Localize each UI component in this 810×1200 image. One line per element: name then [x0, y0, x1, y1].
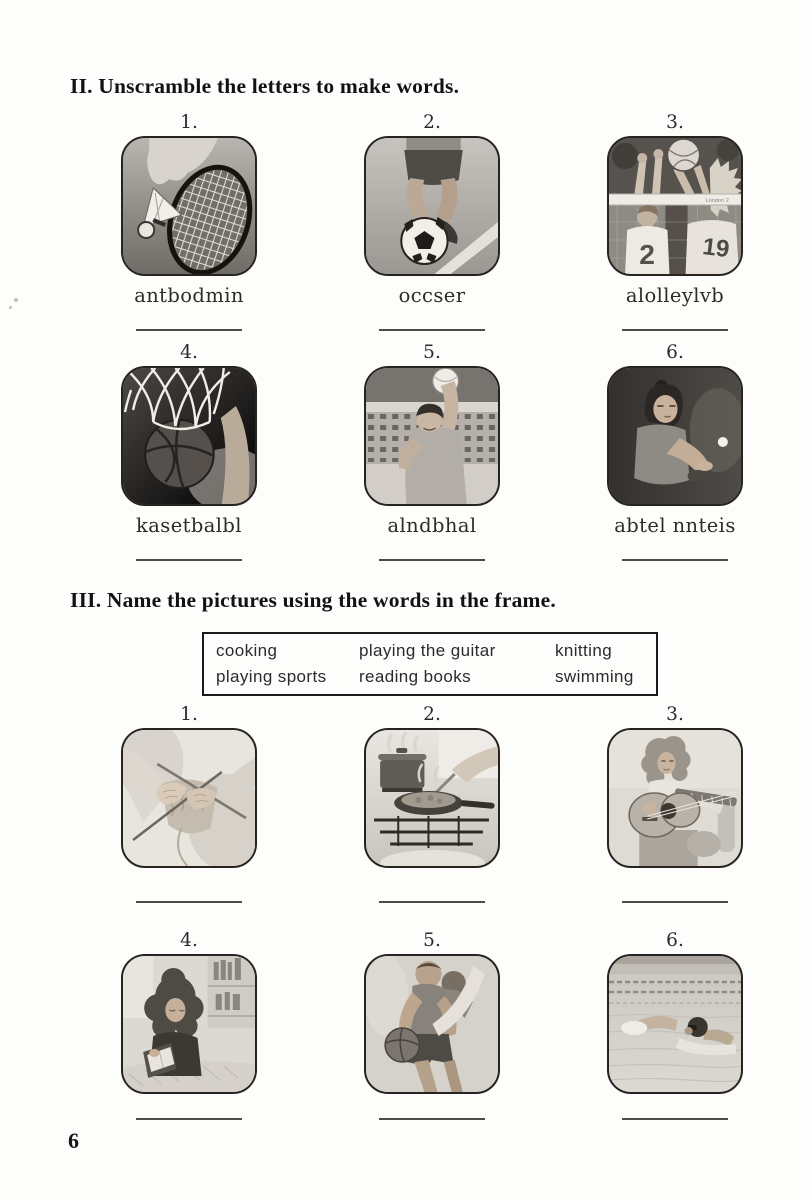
- scrambled-word: kasetbalbl: [136, 514, 242, 537]
- scrambled-word: alndbhal: [387, 514, 477, 537]
- exercise2-item-6: [554, 342, 796, 561]
- word-frame: [202, 632, 658, 696]
- item-number: 2.: [423, 112, 441, 133]
- answer-blank: [622, 1118, 728, 1120]
- answer-blank: [379, 559, 485, 561]
- frame-word: reading books: [359, 667, 471, 687]
- exercise3-row1: [68, 704, 796, 903]
- photo-badminton: [121, 136, 257, 276]
- exercise3-item-5: [311, 930, 553, 1120]
- jersey-number-right: 19: [700, 233, 731, 264]
- item-number: 1.: [180, 112, 198, 133]
- photo-cooking: [364, 728, 500, 868]
- exercise2-item-1: [68, 112, 310, 331]
- item-number: 5.: [423, 930, 441, 951]
- frame-word: cooking: [216, 640, 278, 660]
- photo-reading-books: [121, 954, 257, 1094]
- scrambled-word: abtel nnteis: [614, 514, 736, 537]
- photo-swimming: [607, 954, 743, 1094]
- jersey-number-left: 2: [639, 239, 655, 270]
- frame-word: knitting: [555, 640, 613, 660]
- answer-blank: [136, 329, 242, 331]
- answer-blank: [622, 329, 728, 331]
- photo-table-tennis: [607, 366, 743, 506]
- exercise3-item-1: [68, 704, 310, 903]
- item-number: 1.: [180, 704, 198, 725]
- exercise2-item-2: [311, 112, 553, 331]
- photo-handball: [364, 366, 500, 506]
- item-number: 4.: [180, 930, 198, 951]
- net-banner-text: London 2: [705, 198, 729, 204]
- frame-word: playing the guitar: [359, 640, 496, 660]
- item-number: 2.: [423, 704, 441, 725]
- photo-soccer: [364, 136, 500, 276]
- item-number: 5.: [423, 342, 441, 363]
- scan-speck: [9, 306, 12, 309]
- photo-knitting: [121, 728, 257, 868]
- exercise3-item-4: [68, 930, 310, 1120]
- scrambled-word: alolleylvb: [625, 284, 725, 307]
- exercise2-item-4: [68, 342, 310, 561]
- answer-blank: [622, 901, 728, 903]
- exercise2-item-5: [311, 342, 553, 561]
- answer-blank: [136, 1118, 242, 1120]
- answer-blank: [379, 901, 485, 903]
- exercise2-item-3: [554, 112, 796, 331]
- item-number: 3.: [666, 112, 684, 133]
- scrambled-word: occser: [398, 284, 466, 307]
- frame-word: swimming: [555, 667, 634, 687]
- exercise3-row2: [68, 930, 796, 1120]
- exercise2-row2: [68, 342, 796, 561]
- answer-blank: [136, 559, 242, 561]
- item-number: 6.: [666, 342, 684, 363]
- photo-volleyball: [607, 136, 743, 276]
- photo-basketball: [121, 366, 257, 506]
- item-number: 6.: [666, 930, 684, 951]
- exercise3-item-2: [311, 704, 553, 903]
- exercise3-heading: III. Name the pictures using the words in the frame.: [70, 588, 556, 612]
- frame-word: playing sports: [216, 667, 327, 687]
- exercise2-row1: [68, 112, 796, 331]
- page-number: 6: [68, 1128, 79, 1153]
- exercise2-heading: II. Unscramble the letters to make words.: [70, 74, 460, 98]
- item-number: 4.: [180, 342, 198, 363]
- answer-blank: [379, 1118, 485, 1120]
- exercise3-item-3: [554, 704, 796, 903]
- item-number: 3.: [666, 704, 684, 725]
- photo-playing-sports: [364, 954, 500, 1094]
- scan-speck: [14, 298, 18, 302]
- answer-blank: [622, 559, 728, 561]
- scrambled-word: antbodmin: [134, 284, 244, 307]
- exercise3-item-6: [554, 930, 796, 1120]
- answer-blank: [379, 329, 485, 331]
- photo-playing-guitar: [607, 728, 743, 868]
- answer-blank: [136, 901, 242, 903]
